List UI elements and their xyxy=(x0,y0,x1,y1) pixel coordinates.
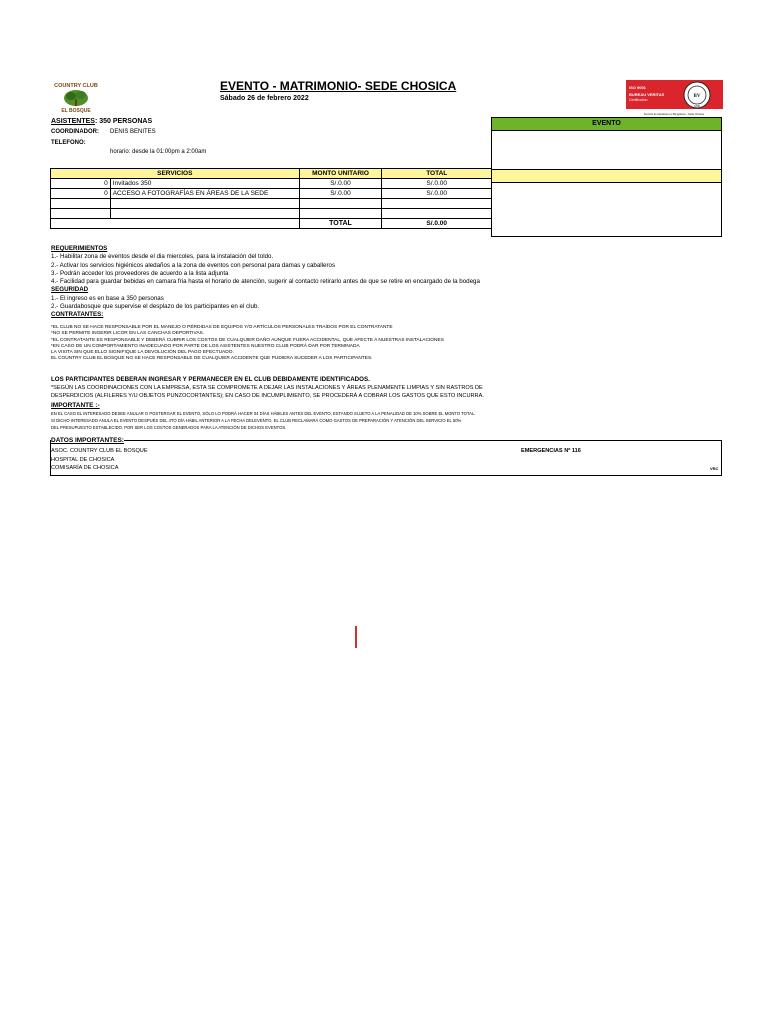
requerimientos-section xyxy=(51,245,480,320)
row-desc: Invitados 350 xyxy=(110,179,299,189)
row-unit: S/.0.00 xyxy=(299,179,382,189)
services-header-row xyxy=(51,169,492,179)
event-date: Sábado 26 de febrero 2022 xyxy=(220,95,309,102)
list-item: EN EL CASO EL INTERESADO DESEE ANULAR O POSTERGAR EL EVENTO, SÓLO LO PODRÁ HACER 04 DÍAS HÁBILES ANTES DEL EVENTO, ESTANDO SUJETO A LA PENALIDAD DE 10% SOBRE EL MONTO TOTAL. xyxy=(51,411,476,416)
asistentes-label: ASISTENTES xyxy=(51,118,95,125)
requerimientos-title: REQUERIMIENTOS xyxy=(51,245,108,252)
svg-text:BV: BV xyxy=(693,94,701,99)
cleanup-notice xyxy=(51,385,484,401)
importante-list xyxy=(51,411,475,431)
logo-text-bottom: EL BOSQUE xyxy=(61,108,91,114)
table-row xyxy=(51,189,492,199)
cert-year: 1828 xyxy=(694,105,700,108)
list-item: EL COUNTRY CLUB EL BOSQUE NO SE HACE RESPONSABLE DE CUALQUIER ACCIDENTE QUE PUDIERA SUCEDER A LOS PARTICIPANTES. xyxy=(51,356,373,362)
list-item: SI DICHO INTERESADO ANULA EL EVENTO DESPUÉS DEL 4TO DÍA HÁBIL ANTERIOR A LA FECHA DELEVENTO, EL CLUB RECLAMARÁ COMO GASTOS DE PREPARACIÓN Y ATENCIÓN DEL SERVICIO EL 50% xyxy=(51,417,462,423)
seguridad-title: SEGURIDAD xyxy=(51,286,89,294)
cert-bureau: BUREAU VERITAS xyxy=(629,92,665,97)
horario-text: horario: desde la 01:00pm a 2:00am xyxy=(110,149,207,155)
list-item: 4.- Facilidad para guardar bebidas en camara fria hasta el horario de atención, sugerir al contacto retirarlo antes de que se retire en encargado de la bodega xyxy=(51,278,480,286)
evento-yellow-band xyxy=(492,170,721,183)
list-item: *EL CLUB NO SE HACE RESPONSABLE POR EL MANEJO O PÉRDIDAS DE EQUIPOS Y/O ARTÍCULOS PERSONALES TRAÍDOS POR EL CONTRATANTE xyxy=(51,325,393,330)
cert-line: Servicio de Alquileres en Bungalows - Sede Chosica xyxy=(643,113,705,116)
list-item: COMISARÍA DE CHOSICA xyxy=(51,465,119,471)
list-item: 2.- Guardabosque que supervise el desplazo de los participantes en el club. xyxy=(51,303,260,311)
list-item: *NO SE PERMITE INGERIR LICOR EN LAS CANCHAS DEPORTIVAS. xyxy=(51,331,205,337)
table-row xyxy=(51,179,492,189)
list-item: 1.- El ingreso es en base a 350 personas xyxy=(51,294,164,302)
list-item: 2.- Activar los servicios higiénicos aledaños a la zona de eventos con personal para damas y caballeros xyxy=(51,261,336,269)
certification-badge xyxy=(626,80,723,117)
table-row-empty xyxy=(51,209,492,219)
list-item: 3.- Podrán acceder los proveedores de acuerdo a la lista adjunta xyxy=(51,269,229,277)
row-qty: 0 xyxy=(51,179,111,189)
logo-text-top: COUNTRY CLUB xyxy=(54,83,98,89)
asistentes-line xyxy=(51,118,152,125)
cert-certification: Certification xyxy=(629,98,648,102)
datos-list xyxy=(51,447,148,473)
table-row-empty xyxy=(51,199,492,209)
header-total: TOTAL xyxy=(382,169,492,179)
total-row xyxy=(51,219,492,229)
importante-title: IMPORTANTE :- xyxy=(51,402,100,409)
evento-content-area xyxy=(492,131,721,170)
club-logo xyxy=(50,78,102,114)
row-total: S/.0.00 xyxy=(382,179,492,189)
list-item: LA VISITA SIN QUE ELLO SIGNIFIQUE LA DEVOLUCIÓN DEL PAGO EFECTUADO. xyxy=(51,350,234,356)
list-item: *EN CASO DE UN COMPORTAMIENTO INADECUADO POR PARTE DE LOS ASISTENTES NUESTRO CLUB PODRÁ DAR POR TERMINADA xyxy=(51,343,360,349)
services-table xyxy=(50,168,492,229)
datos-importantes-box xyxy=(50,440,722,476)
list-item: HOSPITAL DE CHOSICA xyxy=(51,456,115,463)
contratantes-list xyxy=(51,325,444,363)
list-item: *SEGÚN LAS COORDINACIONES CON LA EMPRESA, ESTA SE COMPROMETE A DEJAR LAS INSTALACIONES Y ÁREAS PLENAMENTE LIMPIAS Y SIN RASTROS DE xyxy=(51,385,483,391)
text-cursor xyxy=(355,626,357,648)
page-title: EVENTO - MATRIMONIO- SEDE CHOSICA xyxy=(220,79,457,93)
evento-header: EVENTO xyxy=(492,118,721,131)
cert-iso: ISO 9001 xyxy=(629,85,646,90)
list-item: ASOC. COUNTRY CLUB EL BOSQUE xyxy=(51,448,148,454)
coordinador-label: COORDINADOR: xyxy=(51,129,99,135)
list-item: DESPERDICIOS (ALFILERES Y/U OBJETOS PUNZOCORTANTES); EN CASO DE INCUMPLIMIENTO, SE PROCEDERÁ A COBRAR LOS GASTOS QUE ESTO INCURRA. xyxy=(51,392,484,399)
list-item: DEL PRESUPUESTO ESTABLECIDO, POR SER LOS COSTOS GENERADOS PARA LA ATENCIÓN DE DICHOS EVENTOS. xyxy=(51,424,287,430)
total-value: S/.0.00 xyxy=(382,219,492,229)
evento-box xyxy=(491,117,722,237)
row-desc: ACCESO A FOTOGRAFÍAS EN ÁREAS DE LA SEDE xyxy=(110,189,299,199)
coordinador-value: DENIS BENITES xyxy=(110,129,156,135)
identification-notice: LOS PARTICIPANTES DEBERAN INGRESAR Y PERMANECER EN EL CLUB DEBIDAMENTE IDENTIFICADOS. xyxy=(51,376,370,383)
emergencias-number: EMERGENCIAS Nº 116 xyxy=(521,448,581,454)
telefono-label: TELEFONO: xyxy=(51,140,86,146)
total-label: TOTAL xyxy=(299,219,382,229)
list-item: 1.- Habilitar zona de eventos desde el dia miercoles, para la instalación del toldo. xyxy=(51,253,274,261)
contratantes-title: CONTRATANTES: xyxy=(51,311,104,319)
row-total: S/.0.00 xyxy=(382,189,492,199)
author-initials: VRC xyxy=(710,466,719,471)
header-servicios: SERVICIOS xyxy=(51,169,300,179)
row-unit: S/.0.00 xyxy=(299,189,382,199)
header-monto-unitario: MONTO UNITARIO xyxy=(299,169,382,179)
datos-title: DATOS IMPORTANTES: xyxy=(51,437,124,444)
row-qty: 0 xyxy=(51,189,111,199)
asistentes-value: : 350 PERSONAS xyxy=(94,118,153,125)
list-item: *EL CONTRATANTE ES RESPONSABLE Y DEBERÁ CUBRIR LOS COSTOS DE CUALQUIER DAÑO AUNQUE FUERA ACCIDENTAL, QUE AFECTE A NUESTRAS INSTALACIONES xyxy=(51,337,444,343)
